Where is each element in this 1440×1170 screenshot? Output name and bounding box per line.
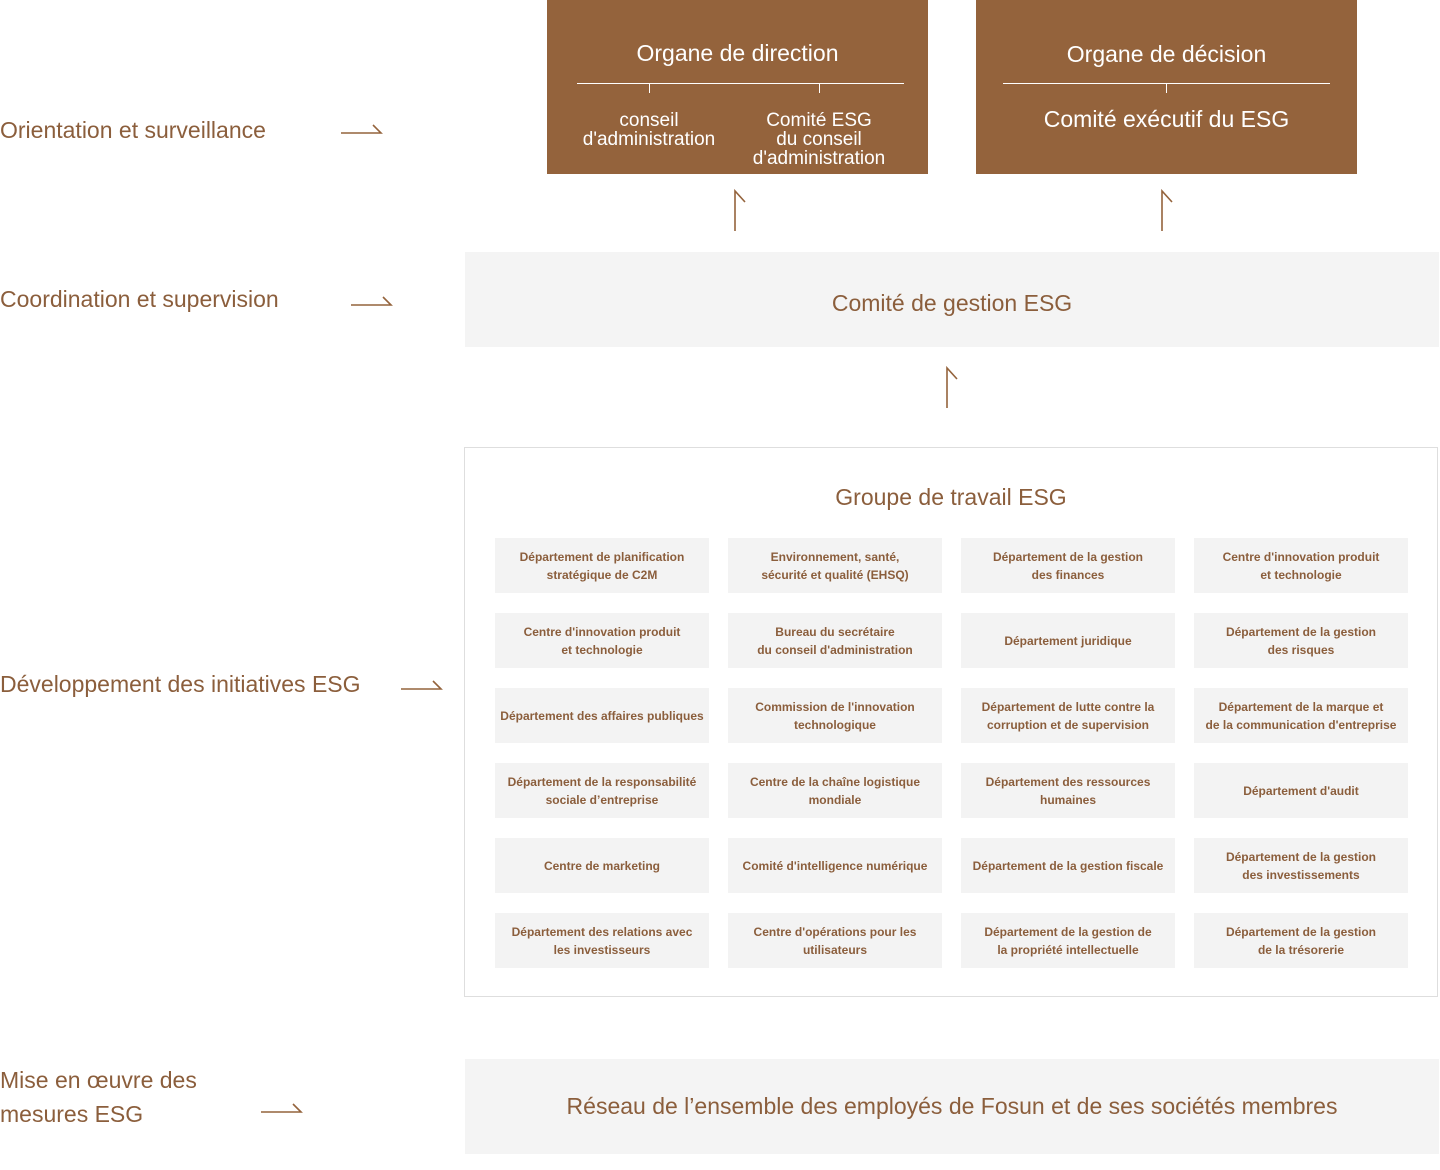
department-cell: Environnement, santé, sécurité et qualité (EHSQ) xyxy=(728,538,942,593)
decision-box xyxy=(976,0,1357,174)
department-cell: Centre d'opérations pour les utilisateurs xyxy=(728,913,942,968)
department-cell: Département de la marque et de la communication d'entreprise xyxy=(1194,688,1408,743)
divider-tick xyxy=(819,84,820,93)
right-arrow-icon xyxy=(340,120,384,136)
department-cell: Comité d'intelligence numérique xyxy=(728,838,942,893)
board-of-directors-label: conseil d'administration xyxy=(582,110,716,150)
level-label-orientation: Orientation et surveillance xyxy=(0,117,266,143)
divider-tick xyxy=(649,84,650,93)
working-group-box xyxy=(464,447,1438,997)
right-arrow-icon xyxy=(400,676,444,692)
esg-executive-committee-label: Comité exécutif du ESG xyxy=(1043,106,1290,132)
department-cell: Département des affaires publiques xyxy=(495,688,709,743)
level-label-mise-en-oeuvre: Mise en œuvre des mesures ESG xyxy=(0,1067,197,1127)
department-grid xyxy=(495,538,1409,968)
department-cell: Centre de la chaîne logistique mondiale xyxy=(728,763,942,818)
department-cell: Département de la gestion fiscale xyxy=(961,838,1175,893)
department-cell: Département de planification stratégique de C2M xyxy=(495,538,709,593)
level-label-developpement: Développement des initiatives ESG xyxy=(0,671,361,697)
department-cell: Département des relations avec les investisseurs xyxy=(495,913,709,968)
department-cell: Département des ressources humaines xyxy=(961,763,1175,818)
up-arrow-icon xyxy=(728,188,748,232)
direction-title: Organe de direction xyxy=(636,40,839,66)
up-arrow-icon xyxy=(1155,188,1175,232)
direction-box xyxy=(547,0,928,174)
department-cell: Centre d'innovation produit et technologie xyxy=(1194,538,1408,593)
department-cell: Département de la gestion des risques xyxy=(1194,613,1408,668)
department-cell: Département d'audit xyxy=(1194,763,1408,818)
right-arrow-icon xyxy=(350,292,394,308)
right-arrow-icon xyxy=(260,1099,304,1115)
divider-tick xyxy=(1166,84,1167,93)
department-cell: Département de la gestion de la propriété intellectuelle xyxy=(961,913,1175,968)
department-cell: Département de la gestion des finances xyxy=(961,538,1175,593)
department-cell: Département de la gestion de la trésorerie xyxy=(1194,913,1408,968)
department-cell: Département de lutte contre la corruption et de supervision xyxy=(961,688,1175,743)
divider xyxy=(577,83,904,84)
department-cell: Département juridique xyxy=(961,613,1175,668)
department-cell: Centre d'innovation produit et technologie xyxy=(495,613,709,668)
management-committee-box xyxy=(465,252,1439,347)
department-cell: Bureau du secrétaire du conseil d'administration xyxy=(728,613,942,668)
department-cell: Commission de l'innovation technologique xyxy=(728,688,942,743)
board-esg-committee-label: Comité ESG du conseil d'administration xyxy=(752,110,886,169)
department-cell: Département de la gestion des investissements xyxy=(1194,838,1408,893)
department-cell: Département de la responsabilité sociale d’entreprise xyxy=(495,763,709,818)
decision-title: Organe de décision xyxy=(1066,41,1267,67)
up-arrow-icon xyxy=(940,365,960,409)
working-group-title: Groupe de travail ESG xyxy=(835,484,1067,510)
employee-network-label: Réseau de l’ensemble des employés de Fosun et de ses sociétés membres xyxy=(566,1093,1338,1119)
level-label-coordination: Coordination et supervision xyxy=(0,286,279,312)
employee-network-box xyxy=(465,1059,1439,1154)
management-committee-label: Comité de gestion ESG xyxy=(831,290,1073,316)
department-cell: Centre de marketing xyxy=(495,838,709,893)
